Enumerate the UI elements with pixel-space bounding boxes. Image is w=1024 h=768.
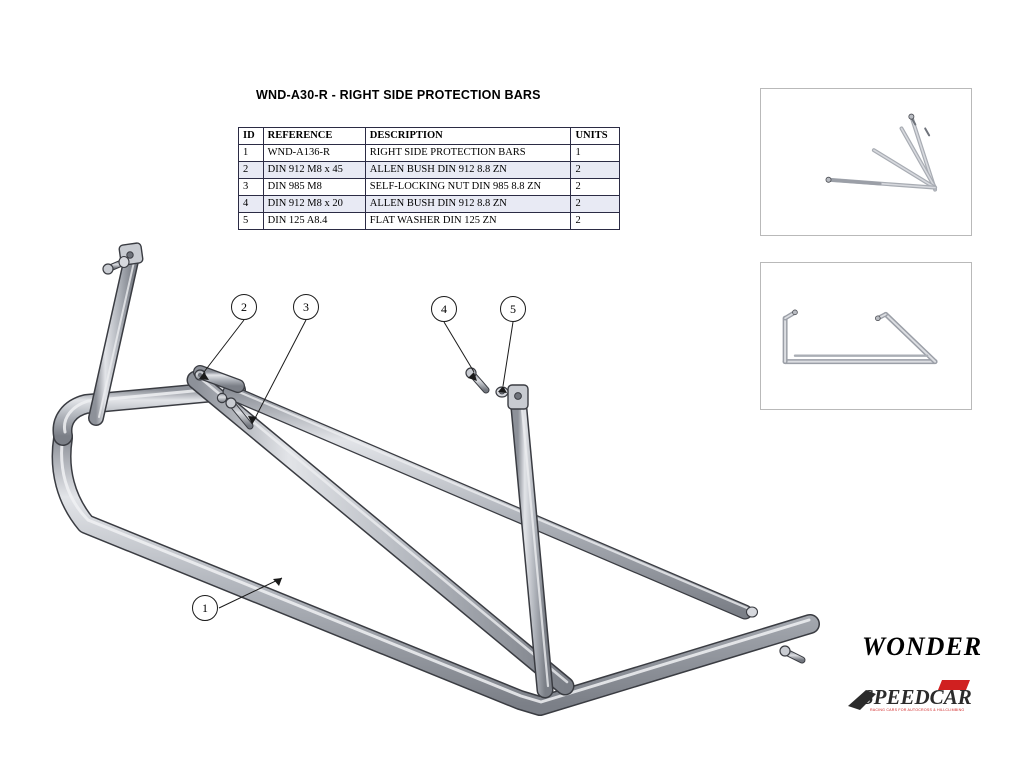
cell-units: 2: [571, 162, 620, 179]
cell-id: 5: [239, 213, 264, 230]
table-row: [239, 162, 620, 179]
wonder-logo: [862, 632, 982, 666]
cell-id: 1: [239, 145, 264, 162]
table-row: [239, 196, 620, 213]
cell-reference: DIN 912 M8 x 45: [263, 162, 365, 179]
cell-id: 2: [239, 162, 264, 179]
speedcar-logo-text: SPEEDCAR: [862, 685, 972, 709]
cell-description: ALLEN BUSH DIN 912 8.8 ZN: [365, 196, 571, 213]
cell-reference: DIN 912 M8 x 20: [263, 196, 365, 213]
cell-id: 4: [239, 196, 264, 213]
cell-reference: WND-A136-R: [263, 145, 365, 162]
callout-leader-lines: [204, 320, 513, 608]
cell-units: 2: [571, 179, 620, 196]
main-bar-right-post: [508, 385, 548, 690]
column-header-id: ID: [239, 128, 264, 145]
table-row: [239, 179, 620, 196]
hardware-washer-item5: [496, 387, 508, 397]
upper-left-angled-bar: [96, 243, 143, 418]
callout-balloon-3[interactable]: 3: [293, 294, 319, 320]
cell-units: 2: [571, 213, 620, 230]
main-bar-bottom-tube: [62, 434, 810, 706]
wonder-logo-text: WONDER: [862, 632, 983, 661]
callout-balloon-2[interactable]: 2: [231, 294, 257, 320]
callout-leader-arrowheads: [199, 372, 507, 586]
cell-description: SELF-LOCKING NUT DIN 985 8.8 ZN: [365, 179, 571, 196]
hardware-bolt-right-end: [747, 607, 803, 660]
thumbnail-side-drawing: [761, 263, 971, 409]
page-title: WND-A30-R - RIGHT SIDE PROTECTION BARS: [256, 88, 541, 102]
column-header-description: DESCRIPTION: [365, 128, 571, 145]
hardware-nut-item3: [217, 393, 250, 426]
cell-description: ALLEN BUSH DIN 912 8.8 ZN: [365, 162, 571, 179]
main-bar-long-brace: [230, 389, 747, 612]
cell-description: RIGHT SIDE PROTECTION BARS: [365, 145, 571, 162]
hardware-bolt-item4: [466, 368, 486, 390]
cell-reference: DIN 125 A8.4: [263, 213, 365, 230]
cell-units: 1: [571, 145, 620, 162]
speedcar-tagline: RACING CARS FOR AUTOCROSS & HILLCLIMBING: [870, 708, 965, 712]
hardware-bolt-item2: [195, 370, 205, 380]
callout-balloon-4[interactable]: 4: [431, 296, 457, 322]
column-header-units: UNITS: [571, 128, 620, 145]
table-row: [239, 145, 620, 162]
thumbnail-view-side: [760, 262, 972, 410]
main-bar-upper-tube: [62, 387, 236, 436]
cell-description: FLAT WASHER DIN 125 ZN: [365, 213, 571, 230]
cell-units: 2: [571, 196, 620, 213]
cell-id: 3: [239, 179, 264, 196]
bill-of-materials-table: [238, 127, 620, 230]
table-row: [239, 213, 620, 230]
speedcar-logo: [846, 676, 986, 718]
hardware-bolt-upper-left: [103, 257, 129, 275]
callout-balloon-1[interactable]: 1: [192, 595, 218, 621]
cell-reference: DIN 985 M8: [263, 179, 365, 196]
main-bar-diagonal-tube: [196, 377, 567, 686]
thumbnail-view-isometric: [760, 88, 972, 236]
table-header-row: [239, 128, 620, 145]
mount-stub-upper: [197, 370, 238, 386]
column-header-reference: REFERENCE: [263, 128, 365, 145]
callout-balloon-5[interactable]: 5: [500, 296, 526, 322]
thumbnail-isometric-drawing: [761, 89, 971, 235]
